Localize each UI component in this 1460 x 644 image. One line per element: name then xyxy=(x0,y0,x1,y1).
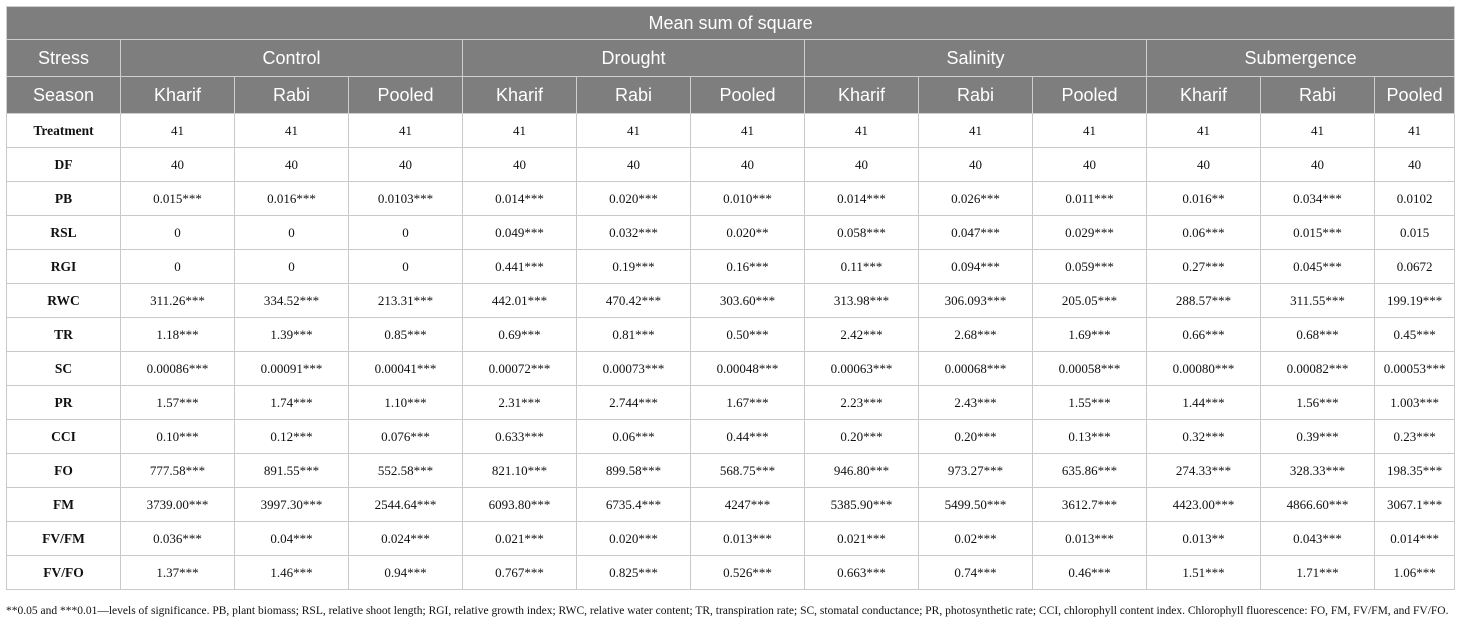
table-cell: 0.04*** xyxy=(235,522,349,556)
stress-drought-header: Drought xyxy=(463,40,805,77)
row-label: FV/FM xyxy=(7,522,121,556)
table-cell: 198.35*** xyxy=(1375,454,1455,488)
table-cell: 41 xyxy=(1375,114,1455,148)
table-cell: 0.058*** xyxy=(805,216,919,250)
table-cell: 0.043*** xyxy=(1261,522,1375,556)
table-cell: 0.026*** xyxy=(919,182,1033,216)
table-cell: 1.55*** xyxy=(1033,386,1147,420)
table-row xyxy=(7,216,1455,250)
table-cell: 0.27*** xyxy=(1147,250,1261,284)
table-cell: 40 xyxy=(1033,148,1147,182)
table-cell: 41 xyxy=(1261,114,1375,148)
season-kharif-header: Kharif xyxy=(121,77,235,114)
table-cell: 0.029*** xyxy=(1033,216,1147,250)
table-cell: 41 xyxy=(805,114,919,148)
table-cell: 41 xyxy=(577,114,691,148)
table-cell: 568.75*** xyxy=(691,454,805,488)
table-cell: 0.00068*** xyxy=(919,352,1033,386)
row-label: CCI xyxy=(7,420,121,454)
table-cell: 1.06*** xyxy=(1375,556,1455,590)
row-label: RGI xyxy=(7,250,121,284)
table-cell: 0.034*** xyxy=(1261,182,1375,216)
table-cell: 0.526*** xyxy=(691,556,805,590)
table-cell: 3739.00*** xyxy=(121,488,235,522)
table-cell: 0.014*** xyxy=(805,182,919,216)
table-row xyxy=(7,114,1455,148)
table-row xyxy=(7,284,1455,318)
table-cell: 0.94*** xyxy=(349,556,463,590)
season-pooled-header: Pooled xyxy=(1375,77,1455,114)
table-cell: 4247*** xyxy=(691,488,805,522)
table-cell: 41 xyxy=(463,114,577,148)
season-pooled-header: Pooled xyxy=(349,77,463,114)
table-cell: 0.0102 xyxy=(1375,182,1455,216)
table-cell: 2.43*** xyxy=(919,386,1033,420)
table-cell: 0.23*** xyxy=(1375,420,1455,454)
table-cell: 274.33*** xyxy=(1147,454,1261,488)
table-cell: 0.032*** xyxy=(577,216,691,250)
table-cell: 0.015*** xyxy=(121,182,235,216)
table-cell: 0.059*** xyxy=(1033,250,1147,284)
row-label: FM xyxy=(7,488,121,522)
table-cell: 442.01*** xyxy=(463,284,577,318)
table-cell: 0.013** xyxy=(1147,522,1261,556)
table-cell: 5385.90*** xyxy=(805,488,919,522)
table-cell: 3997.30*** xyxy=(235,488,349,522)
table-cell: 0.00058*** xyxy=(1033,352,1147,386)
table-cell: 40 xyxy=(691,148,805,182)
table-cell: 0 xyxy=(121,216,235,250)
table-cell: 0.00091*** xyxy=(235,352,349,386)
table-cell: 40 xyxy=(349,148,463,182)
table-cell: 2544.64*** xyxy=(349,488,463,522)
table-footnote: **0.05 and ***0.01—levels of significance. PB, plant biomass; RSL, relative shoot length; RGI, relative growth index; RWC, relative water content; TR, transpiration rate; SC, stomatal conductance; PR, photosynthetic rate; CCI, chlorophyll content index. Chlorophyll fluorescence: FO, FM, FV/FM, and FV/FO. xyxy=(6,605,1449,617)
table-cell: 0.20*** xyxy=(919,420,1033,454)
table-cell: 40 xyxy=(919,148,1033,182)
table-cell: 1.56*** xyxy=(1261,386,1375,420)
table-cell: 41 xyxy=(691,114,805,148)
table-cell: 821.10*** xyxy=(463,454,577,488)
table-cell: 0.021*** xyxy=(805,522,919,556)
table-cell: 777.58*** xyxy=(121,454,235,488)
table-cell: 1.18*** xyxy=(121,318,235,352)
row-label: PR xyxy=(7,386,121,420)
table-body xyxy=(7,114,1455,590)
table-cell: 6735.4*** xyxy=(577,488,691,522)
table-cell: 5499.50*** xyxy=(919,488,1033,522)
table-cell: 41 xyxy=(1033,114,1147,148)
table-cell: 0.44*** xyxy=(691,420,805,454)
table-cell: 1.74*** xyxy=(235,386,349,420)
table-cell: 0.46*** xyxy=(1033,556,1147,590)
table-cell: 470.42*** xyxy=(577,284,691,318)
table-cell: 1.51*** xyxy=(1147,556,1261,590)
table-cell: 303.60*** xyxy=(691,284,805,318)
season-kharif-header: Kharif xyxy=(1147,77,1261,114)
stress-header: Stress xyxy=(7,40,121,77)
table-cell: 0.045*** xyxy=(1261,250,1375,284)
table-cell: 0.00080*** xyxy=(1147,352,1261,386)
table-cell: 0.39*** xyxy=(1261,420,1375,454)
table-cell: 40 xyxy=(1147,148,1261,182)
table-row xyxy=(7,488,1455,522)
season-kharif-header: Kharif xyxy=(463,77,577,114)
table-cell: 0.825*** xyxy=(577,556,691,590)
season-pooled-header: Pooled xyxy=(1033,77,1147,114)
table-cell: 0.00048*** xyxy=(691,352,805,386)
table-cell: 1.67*** xyxy=(691,386,805,420)
table-cell: 0.68*** xyxy=(1261,318,1375,352)
stress-submergence-header: Submergence xyxy=(1147,40,1455,77)
table-cell: 0.12*** xyxy=(235,420,349,454)
table-cell: 40 xyxy=(1261,148,1375,182)
table-cell: 41 xyxy=(349,114,463,148)
table-row xyxy=(7,420,1455,454)
mean-sum-of-square-table xyxy=(6,6,1455,590)
table-cell: 946.80*** xyxy=(805,454,919,488)
table-cell: 0.024*** xyxy=(349,522,463,556)
table-cell: 311.55*** xyxy=(1261,284,1375,318)
table-cell: 205.05*** xyxy=(1033,284,1147,318)
table-cell: 41 xyxy=(919,114,1033,148)
season-kharif-header: Kharif xyxy=(805,77,919,114)
table-cell: 0.020*** xyxy=(577,182,691,216)
table-cell: 199.19*** xyxy=(1375,284,1455,318)
table-cell: 0.00063*** xyxy=(805,352,919,386)
table-cell: 4866.60*** xyxy=(1261,488,1375,522)
table-cell: 0.021*** xyxy=(463,522,577,556)
table-cell: 0 xyxy=(349,250,463,284)
season-header: Season xyxy=(7,77,121,114)
table-cell: 0.767*** xyxy=(463,556,577,590)
table-cell: 0.02*** xyxy=(919,522,1033,556)
table-row xyxy=(7,250,1455,284)
row-label: PB xyxy=(7,182,121,216)
table-cell: 0.0103*** xyxy=(349,182,463,216)
table-cell: 1.37*** xyxy=(121,556,235,590)
table-cell: 6093.80*** xyxy=(463,488,577,522)
table-cell: 0.633*** xyxy=(463,420,577,454)
row-label: SC xyxy=(7,352,121,386)
row-label: DF xyxy=(7,148,121,182)
table-cell: 328.33*** xyxy=(1261,454,1375,488)
table-cell: 1.39*** xyxy=(235,318,349,352)
table-cell: 2.31*** xyxy=(463,386,577,420)
table-cell: 0.094*** xyxy=(919,250,1033,284)
table-cell: 1.69*** xyxy=(1033,318,1147,352)
table-cell: 1.10*** xyxy=(349,386,463,420)
table-cell: 0.50*** xyxy=(691,318,805,352)
table-cell: 306.093*** xyxy=(919,284,1033,318)
table-cell: 0.015 xyxy=(1375,216,1455,250)
stress-salinity-header: Salinity xyxy=(805,40,1147,77)
table-cell: 0.06*** xyxy=(1147,216,1261,250)
table-row xyxy=(7,352,1455,386)
row-label: FO xyxy=(7,454,121,488)
table-cell: 899.58*** xyxy=(577,454,691,488)
table-cell: 0.00041*** xyxy=(349,352,463,386)
table-cell: 0.047*** xyxy=(919,216,1033,250)
table-cell: 2.42*** xyxy=(805,318,919,352)
season-rabi-header: Rabi xyxy=(919,77,1033,114)
table-cell: 0.11*** xyxy=(805,250,919,284)
table-cell: 2.744*** xyxy=(577,386,691,420)
table-cell: 40 xyxy=(1375,148,1455,182)
table-cell: 0.011*** xyxy=(1033,182,1147,216)
table-cell: 0.010*** xyxy=(691,182,805,216)
table-cell: 40 xyxy=(577,148,691,182)
table-cell: 4423.00*** xyxy=(1147,488,1261,522)
table-cell: 0.441*** xyxy=(463,250,577,284)
table-cell: 0.00082*** xyxy=(1261,352,1375,386)
table-row xyxy=(7,182,1455,216)
table-cell: 0.00073*** xyxy=(577,352,691,386)
table-row xyxy=(7,318,1455,352)
table-cell: 0.66*** xyxy=(1147,318,1261,352)
table-cell: 1.71*** xyxy=(1261,556,1375,590)
table-cell: 0.076*** xyxy=(349,420,463,454)
table-cell: 0.13*** xyxy=(1033,420,1147,454)
table-cell: 0.00053*** xyxy=(1375,352,1455,386)
table-cell: 213.31*** xyxy=(349,284,463,318)
table-cell: 0.0672 xyxy=(1375,250,1455,284)
table-cell: 1.57*** xyxy=(121,386,235,420)
table-row xyxy=(7,522,1455,556)
row-label: RWC xyxy=(7,284,121,318)
table-cell: 635.86*** xyxy=(1033,454,1147,488)
table-cell: 2.23*** xyxy=(805,386,919,420)
table-row xyxy=(7,454,1455,488)
table-cell: 1.44*** xyxy=(1147,386,1261,420)
table-cell: 0.016** xyxy=(1147,182,1261,216)
season-rabi-header: Rabi xyxy=(577,77,691,114)
table-cell: 0.85*** xyxy=(349,318,463,352)
table-row xyxy=(7,386,1455,420)
table-cell: 2.68*** xyxy=(919,318,1033,352)
table-cell: 0.049*** xyxy=(463,216,577,250)
table-cell: 0.06*** xyxy=(577,420,691,454)
table-cell: 0.45*** xyxy=(1375,318,1455,352)
table-cell: 0 xyxy=(121,250,235,284)
table-cell: 973.27*** xyxy=(919,454,1033,488)
table-cell: 40 xyxy=(463,148,577,182)
table-cell: 0 xyxy=(235,216,349,250)
table-cell: 0.015*** xyxy=(1261,216,1375,250)
season-pooled-header: Pooled xyxy=(691,77,805,114)
table-cell: 313.98*** xyxy=(805,284,919,318)
table-cell: 41 xyxy=(1147,114,1261,148)
table-cell: 288.57*** xyxy=(1147,284,1261,318)
table-cell: 0.013*** xyxy=(1033,522,1147,556)
table-cell: 1.003*** xyxy=(1375,386,1455,420)
table-cell: 0.32*** xyxy=(1147,420,1261,454)
stress-control-header: Control xyxy=(121,40,463,77)
table-cell: 0.014*** xyxy=(1375,522,1455,556)
row-label: FV/FO xyxy=(7,556,121,590)
table-cell: 3612.7*** xyxy=(1033,488,1147,522)
table-cell: 0.10*** xyxy=(121,420,235,454)
table-cell: 0.013*** xyxy=(691,522,805,556)
table-cell: 0.69*** xyxy=(463,318,577,352)
table-cell: 0 xyxy=(235,250,349,284)
table-cell: 0.81*** xyxy=(577,318,691,352)
row-label: TR xyxy=(7,318,121,352)
table-cell: 40 xyxy=(235,148,349,182)
table-cell: 0.74*** xyxy=(919,556,1033,590)
row-label: Treatment xyxy=(7,114,121,148)
table-cell: 0.036*** xyxy=(121,522,235,556)
table-cell: 0.020*** xyxy=(577,522,691,556)
table-cell: 891.55*** xyxy=(235,454,349,488)
table-cell: 0.00072*** xyxy=(463,352,577,386)
table-cell: 0.020** xyxy=(691,216,805,250)
table-cell: 0.016*** xyxy=(235,182,349,216)
table-cell: 0.16*** xyxy=(691,250,805,284)
table-cell: 0 xyxy=(349,216,463,250)
row-label: RSL xyxy=(7,216,121,250)
table-cell: 0.20*** xyxy=(805,420,919,454)
table-cell: 3067.1*** xyxy=(1375,488,1455,522)
table-cell: 0.00086*** xyxy=(121,352,235,386)
table-cell: 40 xyxy=(805,148,919,182)
table-cell: 334.52*** xyxy=(235,284,349,318)
season-rabi-header: Rabi xyxy=(1261,77,1375,114)
table-cell: 0.19*** xyxy=(577,250,691,284)
table-cell: 41 xyxy=(121,114,235,148)
table-cell: 0.014*** xyxy=(463,182,577,216)
season-rabi-header: Rabi xyxy=(235,77,349,114)
table-cell: 311.26*** xyxy=(121,284,235,318)
table-cell: 41 xyxy=(235,114,349,148)
table-cell: 40 xyxy=(121,148,235,182)
table-title: Mean sum of square xyxy=(7,7,1455,40)
table-row xyxy=(7,148,1455,182)
table-cell: 1.46*** xyxy=(235,556,349,590)
table-cell: 0.663*** xyxy=(805,556,919,590)
table-row xyxy=(7,556,1455,590)
table-cell: 552.58*** xyxy=(349,454,463,488)
